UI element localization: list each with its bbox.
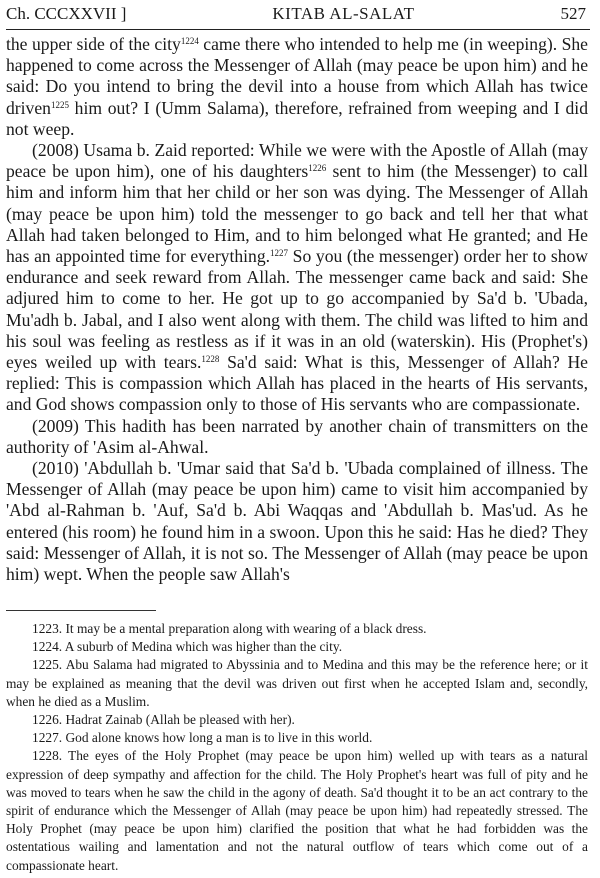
chapter-label: Ch. CCCXXVII ] bbox=[6, 4, 127, 23]
footnote-1227: 1227. God alone knows how long a man is to live in this world. bbox=[32, 730, 373, 746]
footnote-1226: 1226. Hadrat Zainab (Allah be pleased with her). bbox=[32, 712, 295, 728]
footnote-ref: 1228 bbox=[201, 354, 220, 365]
footnote-1228: 1228. The eyes of the Holy Prophet (may peace be upon him) welled up with tears as a natural expression of deep sympathy and affection for the child. The Holy Prophet's heart was full of pity and he was moved to tears when he saw the child in the agony of death. Sa'd thought it to be an act contrary to the spirit of endurance which the Messenger of Allah (may peace be upon him) had repeatedly stressed. The Holy Prophet (may peace be upon him) clarified the position that what he had forbidden was the ostentatious wailing and lamentation and not the natural outflow of tears which come out of a compassionate heart. bbox=[6, 748, 588, 873]
text-run: him out? I (Umm Salama), therefore, refrained from weeping and I did not weep. bbox=[6, 97, 588, 139]
text-run: Sa'd said: What is this, Messenger of Allah? He replied: This is compassion which Allah has placed in the hearts of His servants, and God shows compassion only to those of His servants who are compassionate. bbox=[6, 352, 588, 415]
text-run: sent to him (the Messenger) to call him and inform him that her child or her son was dying. The Messenger of Allah (may peace be upon him) told the messenger to go back and tell her that what Allah had taken belonged to Him, and to him belonged what He granted; and He has an appointed time for everything. bbox=[6, 161, 588, 267]
footnote-ref: 1227 bbox=[270, 248, 289, 259]
text-run: (2008) Usama b. Zaid reported: While we were with the Apostle of Allah (may peace be upon him), one of his daughters bbox=[6, 140, 588, 182]
hadith-2008 bbox=[6, 140, 588, 416]
text-run: came there who intended to help me (in weeping). She happened to come across the Messenger of Allah (may peace be upon him) and he said: Do you intend to bring the devil into a house from which Allah has twice driven bbox=[6, 34, 588, 118]
paragraph-continuation bbox=[6, 34, 588, 140]
text-run: the upper side of the city bbox=[6, 34, 181, 54]
footnote-ref: 1225 bbox=[50, 99, 69, 110]
hadith-2009: (2009) This hadith has been narrated by another chain of transmitters on the authority of 'Asim al-Ahwal. bbox=[6, 415, 588, 457]
main-text bbox=[6, 34, 588, 585]
header-rule bbox=[6, 29, 590, 30]
hadith-2010: (2010) 'Abdullah b. 'Umar said that Sa'd b. 'Ubada complained of illness. The Messenger of Allah (may peace be upon him) came to visit him accompanied by 'Abd al-Rahman b. 'Auf, Sa'd b. Abi Waqqas and 'Abdullah b. Mas'ud. As he entered (his room) he found him in a swoon. Upon this he said: Has he died? They said: Messenger of Allah, it is not so. The Messenger of Allah (may peace be upon him) wept. When the people saw Allah's bbox=[6, 458, 588, 585]
footnote-rule bbox=[6, 610, 156, 611]
footnote-1224: 1224. A suburb of Medina which was higher than the city. bbox=[32, 639, 343, 655]
running-header bbox=[6, 4, 586, 28]
footnote-1225: 1225. Abu Salama had migrated to Abyssinia and to Medina and this may be the reference here; or it may be explained as meaning that the devil was driven out first when he accepted Islam and, secondly, when he died as a Muslim. bbox=[6, 657, 588, 709]
footnote-ref: 1226 bbox=[308, 163, 327, 174]
footnotes bbox=[6, 620, 588, 875]
footnote-ref: 1224 bbox=[180, 36, 199, 46]
footnote-1223: 1223. It may be a mental preparation along with wearing of a black dress. bbox=[32, 621, 427, 636]
page-number: 527 bbox=[560, 4, 586, 23]
text-run: So you (the messenger) order her to show endurance and seek reward from Allah. The messenger came back and said: She adjured him to come to her. He got up to go accompanied by Sa'd b. 'Ubada, Mu'adh b. Jabal, and I also went along with them. The child was lifted to him and his soul was feeling as restless as if it was in an old (waterskin). His (Prophet's) eyes weiled up with tears. bbox=[6, 246, 588, 373]
book-title: KITAB AL-SALAT bbox=[272, 4, 415, 23]
